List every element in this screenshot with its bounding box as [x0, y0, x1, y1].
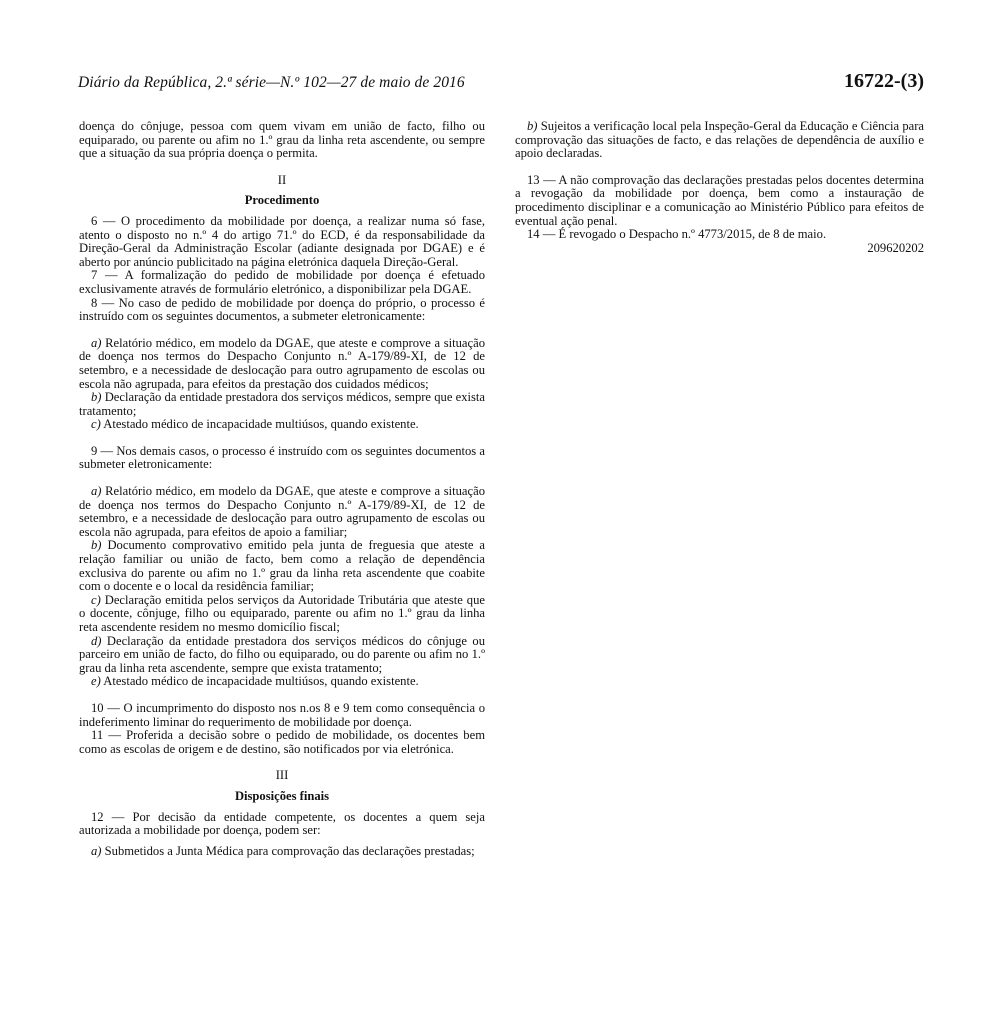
section-number: II: [277, 172, 287, 187]
item-text: Declaração da entidade prestadora dos serviços médicos do cônjuge ou parceiro em união de facto, do filho ou equiparado, ou do parente ou afim no 1.º grau da linha reta ascendente, sempre que exista tratamento;: [79, 633, 485, 675]
item-text: Atestado médico de incapacidade multiúsos, quando existente.: [100, 674, 419, 689]
left-column: [79, 120, 485, 858]
item-letter: e): [91, 674, 101, 689]
list-item: [79, 485, 485, 539]
page-number: 16722-(3): [844, 70, 924, 92]
item-text: Documento comprovativo emitido pela junta de freguesia que ateste a relação familiar ou união de facto, bem como a relação de dependência exclusiva do parente ou afim no 1.º grau da linha reta ascendente que coabite com o docente e o local da residência familiar;: [79, 538, 485, 594]
list-item: [79, 675, 485, 689]
item-text: Relatório médico, em modelo da DGAE, que ateste e comprove a situação de doença nos termos do Despacho Conjunto n.º A-179/89-XI, de 12 de setembro, e a necessidade de deslocação para outro agrupamento de escolas ou escola não agrupada, para efeitos da prestação dos cuidados médicos;: [79, 335, 485, 391]
item-text: Submetidos a Junta Médica para comprovação das declarações prestadas;: [101, 843, 475, 858]
item-text: Sujeitos a verificação local pela Inspeção-Geral da Educação e Ciência para comprovação das situações de facto, e das relações de dependência de auxílio e apoio declaradas.: [515, 119, 924, 161]
item-letter: a): [91, 484, 102, 499]
journal-title: Diário da República, 2.ª série—N.º 102—27 de maio de 2016: [78, 74, 465, 91]
list-item: [79, 337, 485, 391]
item-text: Declaração emitida pelos serviços da Autoridade Tributária que ateste que o docente, cônjuge, filho ou equiparado, parente ou afim no 1.º grau da linha reta ascendente residem no mesmo domicílio fiscal;: [79, 592, 485, 634]
paragraph-14: 14 — É revogado o Despacho n.º 4773/2015, de 8 de maio.: [527, 227, 827, 242]
section-title: Disposições finais: [234, 788, 330, 803]
list-item: [79, 635, 485, 676]
right-column: [515, 120, 924, 255]
section-title: Procedimento: [244, 193, 320, 208]
item-text: Relatório médico, em modelo da DGAE, que ateste e comprove a situação de doença nos termos do Despacho Conjunto n.º A-179/89-XI, de 12 de setembro, e a necessidade de deslocação para outro agrupamento de escolas ou escola não agrupada, para efeitos de apoio a familiar;: [79, 484, 485, 539]
paragraph-10: 10 — O incumprimento do disposto nos n.os 8 e 9 tem como consequência o indeferimento liminar do requerimento de mobilidade por doença.: [79, 700, 485, 729]
item-letter: a): [91, 843, 102, 858]
list-item: [515, 120, 924, 161]
section-number: III: [275, 768, 289, 783]
paragraph-12: 12 — Por decisão da entidade competente, os docentes a quem seja autorizada a mobilidade por doença, podem ser:: [79, 809, 485, 838]
paragraph-11: 11 — Proferida a decisão sobre o pedido de mobilidade, os docentes bem como as escolas de origem e de destino, são notificados por via eletrónica.: [79, 728, 485, 756]
item-letter: c): [91, 417, 101, 432]
item-letter: b): [527, 119, 538, 133]
document-reference: 209620202: [867, 240, 924, 255]
list-item: [79, 539, 485, 593]
paragraph-6: 6 — O procedimento da mobilidade por doença, a realizar numa só fase, atento o disposto no n.º 4 do artigo 71.º do ECD, é da responsabilidade da Direção-Geral da Administração Escolar (adiante designada por DGAE) e é aberto por anúncio publicitado na página eletrónica daquela Direção-Geral.: [79, 213, 485, 269]
paragraph-intro: doença do cônjuge, pessoa com quem vivam em união de facto, filho ou equiparado, ou parente ou afim no 1.º grau da linha reta ascendente, ou sempre que a situação da sua própria doença o permita.: [79, 119, 485, 161]
list-item: [79, 845, 485, 859]
list-item: [79, 594, 485, 635]
page-header: [78, 70, 924, 100]
item-text: Declaração da entidade prestadora dos serviços médicos, sempre que exista tratamento;: [79, 390, 485, 418]
item-letter: d): [91, 633, 102, 648]
paragraph-9: 9 — Nos demais casos, o processo é instruído com os seguintes documentos a submeter eletronicamente:: [79, 443, 485, 472]
item-letter: a): [91, 335, 102, 350]
item-letter: c): [91, 592, 101, 607]
list-item: [79, 418, 485, 432]
paragraph-8: 8 — No caso de pedido de mobilidade por doença do próprio, o processo é instruído com os seguintes documentos, a submeter eletronicamente:: [79, 295, 485, 324]
list-item: [79, 391, 485, 418]
item-letter: b): [91, 390, 102, 405]
paragraph-13: 13 — A não comprovação das declarações prestadas pelos docentes determina a revogação da mobilidade por doença, bem como a instauração de procedimento disciplinar e a comunicação ao Ministério Público para efeitos de eventual ação penal.: [515, 172, 924, 228]
paragraph-7: 7 — A formalização do pedido de mobilidade por doença é efetuado exclusivamente através de formulário eletrónico, a disponibilizar pela DGAE.: [79, 268, 485, 296]
item-letter: b): [91, 538, 102, 553]
item-text: Atestado médico de incapacidade multiúsos, quando existente.: [100, 417, 419, 432]
